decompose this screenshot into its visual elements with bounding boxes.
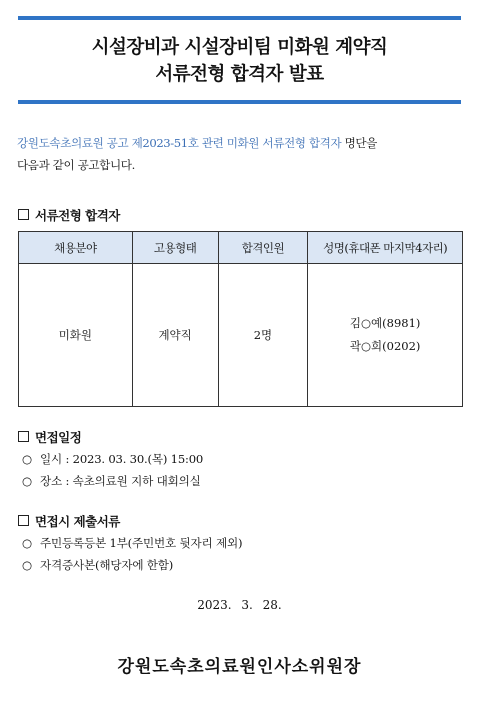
checkbox-icon xyxy=(18,515,29,526)
intro-line-1 xyxy=(17,132,464,154)
table-header-row xyxy=(19,232,463,264)
intro-highlight: 강원도속초의료원 공고 제2023-51호 관련 미화원 서류전형 합격자 xyxy=(17,136,342,150)
checkbox-icon xyxy=(18,431,29,442)
results-table xyxy=(18,231,463,407)
cell-employment-type: 계약직 xyxy=(132,264,218,407)
section-heading-label: 면접시 제출서류 xyxy=(35,514,120,529)
cell-count: 2명 xyxy=(218,264,308,407)
column-header: 고용형태 xyxy=(132,232,218,264)
list-item-text: 장소 : 속초의료원 지하 대회의실 xyxy=(40,474,201,488)
circle-bullet-icon: ○ xyxy=(22,558,32,572)
list-item-text: 자격증사본(해당자에 한함) xyxy=(40,558,174,572)
name-entry: 김○예(8981) xyxy=(349,316,421,330)
table-row xyxy=(19,264,463,407)
section-heading-label: 서류전형 합격자 xyxy=(35,208,120,223)
list-item xyxy=(22,451,203,467)
circle-bullet-icon: ○ xyxy=(22,474,32,488)
column-header: 채용분야 xyxy=(19,232,133,264)
title-line-2: 서류전형 합격자 발표 xyxy=(155,64,324,85)
section-heading-interview xyxy=(18,428,81,446)
intro-suffix: 명단을 xyxy=(341,136,377,150)
checkbox-icon xyxy=(18,209,29,220)
name-entry: 곽○희(0202) xyxy=(349,339,421,353)
announcement-date: 2023. 3. 28. xyxy=(197,598,282,612)
bottom-rule xyxy=(18,100,461,104)
intro-line-2: 다음과 같이 공고합니다. xyxy=(17,158,135,172)
section-heading-results xyxy=(18,206,120,224)
cell-field: 미화원 xyxy=(19,264,133,407)
intro-paragraph xyxy=(17,132,464,176)
column-header: 성명(휴대폰 마지막4자리) xyxy=(308,232,463,264)
cell-names xyxy=(308,264,463,407)
column-header: 합격인원 xyxy=(218,232,308,264)
list-item xyxy=(22,557,173,573)
section-heading-label: 면접일정 xyxy=(35,430,82,445)
section-heading-documents xyxy=(18,512,120,530)
list-item xyxy=(22,473,201,489)
title-line-1: 시설장비과 시설장비팀 미화원 계약직 xyxy=(91,37,388,58)
top-rule xyxy=(18,16,461,20)
circle-bullet-icon: ○ xyxy=(22,536,32,550)
list-item xyxy=(22,535,242,551)
list-item-text: 일시 : 2023. 03. 30.(목) 15:00 xyxy=(40,452,204,466)
circle-bullet-icon: ○ xyxy=(22,452,32,466)
list-item-text: 주민등록등본 1부(주민번호 뒷자리 제외) xyxy=(40,536,243,550)
issuing-organization: 강원도속초의료원인사소위원장 xyxy=(117,657,362,677)
